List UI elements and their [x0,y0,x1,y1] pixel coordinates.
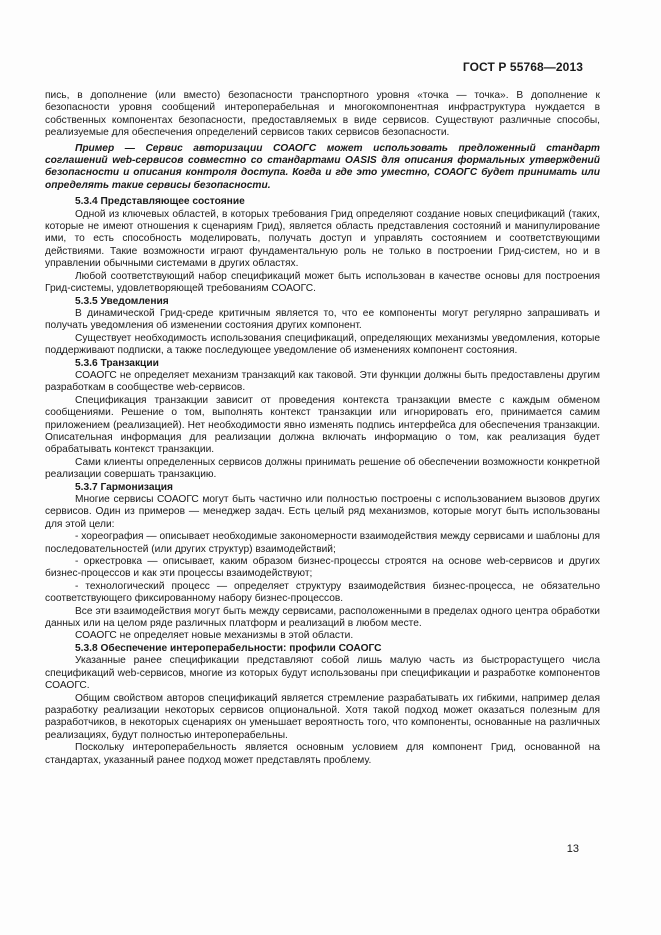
section-heading-5-3-6: 5.3.6 Транзакции [75,357,159,369]
section-heading-5-3-7: 5.3.7 Гармонизация [75,481,173,493]
paragraph: Поскольку интероперабельность является основным условием для компонент Грид, основанной на стандартах, указанный ранее подход может представлять проблему. [45,742,600,766]
list-item: - хореография — описывает необходимые закономерности взаимодействия между сервисами и шаблоны для последовательностей (или других структур) взаимодействий; [45,531,600,555]
page-number: 13 [566,843,579,855]
paragraph: Сами клиенты определенных сервисов должны принимать решение об обеспечении возможности конкретной реализации совершать транзакцию. [45,456,600,481]
paragraph: В динамической Грид-среде критичным является то, что ее компоненты могут регулярно запрашивать и получать уведомления об изменении состояния других компонент. [45,307,600,332]
note-label: Пример [75,142,115,154]
paragraph: СОАОГС не определяет механизм транзакций как таковой. Эти функции должны быть предоставлены другим разработкам в сообществе web-сервисов. [45,369,600,394]
paragraph: Все эти взаимодействия могут быть между сервисами, расположенными в пределах одного центра обработки данных или на целом ряде различных платформ и реализаций в любом месте. [45,605,600,630]
paragraph: Существует необходимость использования спецификаций, определяющих механизмы уведомления, которые поддерживают подписки, а также последующее уведомление об изменениях компонент состояния. [45,332,600,357]
paragraph: Одной из ключевых областей, в которых требования Грид определяют создание новых спецификаций (таких, которые не имеют отношения к сценариям Грид), является область представления состояний и манипулирование ими, то есть способность моделировать, получать доступ и управлять состоянием и соответствующими действиями. Такие возможности играют фундаментальную роль не только в построении Грид-систем, но и в управлении обычными системами в других областях. [45,208,600,270]
paragraph: пись, в дополнение (или вместо) безопасности транспортного уровня «точка — точка». В дополнение к безопасности уровня сообщений интероперабельная и многокомпонентная инфраструктура нуждается в собственных компонентах безопасности, предоставляемых в виде сервисов. Существуют различные способы, реализуемые для обеспечения определений сервисов таких сервисов безопасности. [45,90,600,139]
list-item: - технологический процесс — определяет структуру взаимодействия бизнес-процесса, не обязательно соответствующего фиксированному набору бизнес-процессов. [45,580,600,605]
paragraph: Многие сервисы СОАОГС могут быть частично или полностью построены с использованием вызовов других сервисов. Один из примеров — менеджер задач. Есть целый ряд механизмов, которые могут быть использованы для этой цели: [45,494,600,530]
paragraph: Любой соответствующий набор спецификаций может быть использован в качестве основы для построения Грид-системы, удовлетворяющей требованиям СОАОГС. [45,270,600,295]
example-note [45,143,600,193]
note-text: — Сервис авторизации СОАОГС может использовать предложенный стандарт соглашений web-сервисов совместно со стандартами OASIS для описания формальных утверждений безопасности и описания контроля доступа. Когда и где это уместно, СОАОГС будет принимать или определять такие сервисы безопасности. [45,142,600,191]
section-heading-5-3-8: 5.3.8 Обеспечение интероперабельности: профили СОАОГС [75,642,382,654]
paragraph: Общим свойством авторов спецификаций является стремление разрабатывать их гибкими, например делая разработку реализации некоторых сервисов опциональной. Хотя такой подход может оказаться полезным для разработчиков, в некоторых сценариях он уменьшает вероятность того, что компоненты, основанные на различных реализациях, будут полностью интероперабельны. [45,692,600,741]
list-item: - оркестровка — описывает, каким образом бизнес-процессы строятся на основе web-сервисов и других бизнес-процессов и как эти процессы взаимодействуют; [45,556,600,580]
paragraph: Спецификация транзакции зависит от проведения контекста транзакции вместе с каждым обменом сообщениями. Решение о том, выполнять контекст транзакции или игнорировать его, принимается самим приложением (реализацией). Нет необходимости явно изменять подпись интерфейса для обеспечения транзакции. Описательная информация для реализации должна включать информацию о том, как реализация будет обрабатывать контекст транзакции. [45,394,600,456]
section-heading-5-3-5: 5.3.5 Уведомления [75,295,169,307]
paragraph: СОАОГС не определяет новые механизмы в этой области. [75,630,354,642]
section-heading-5-3-4: 5.3.4 Представляющее состояние [75,196,245,208]
standard-code: ГОСТ Р 55768—2013 [462,60,583,74]
document-body [45,90,600,767]
paragraph: Указанные ранее спецификации представляют собой лишь малую часть из быстрорастущего числа спецификаций web-сервисов, многие из которых будут использованы при спецификации и разработке компонентов СОАОГС. [45,655,600,692]
